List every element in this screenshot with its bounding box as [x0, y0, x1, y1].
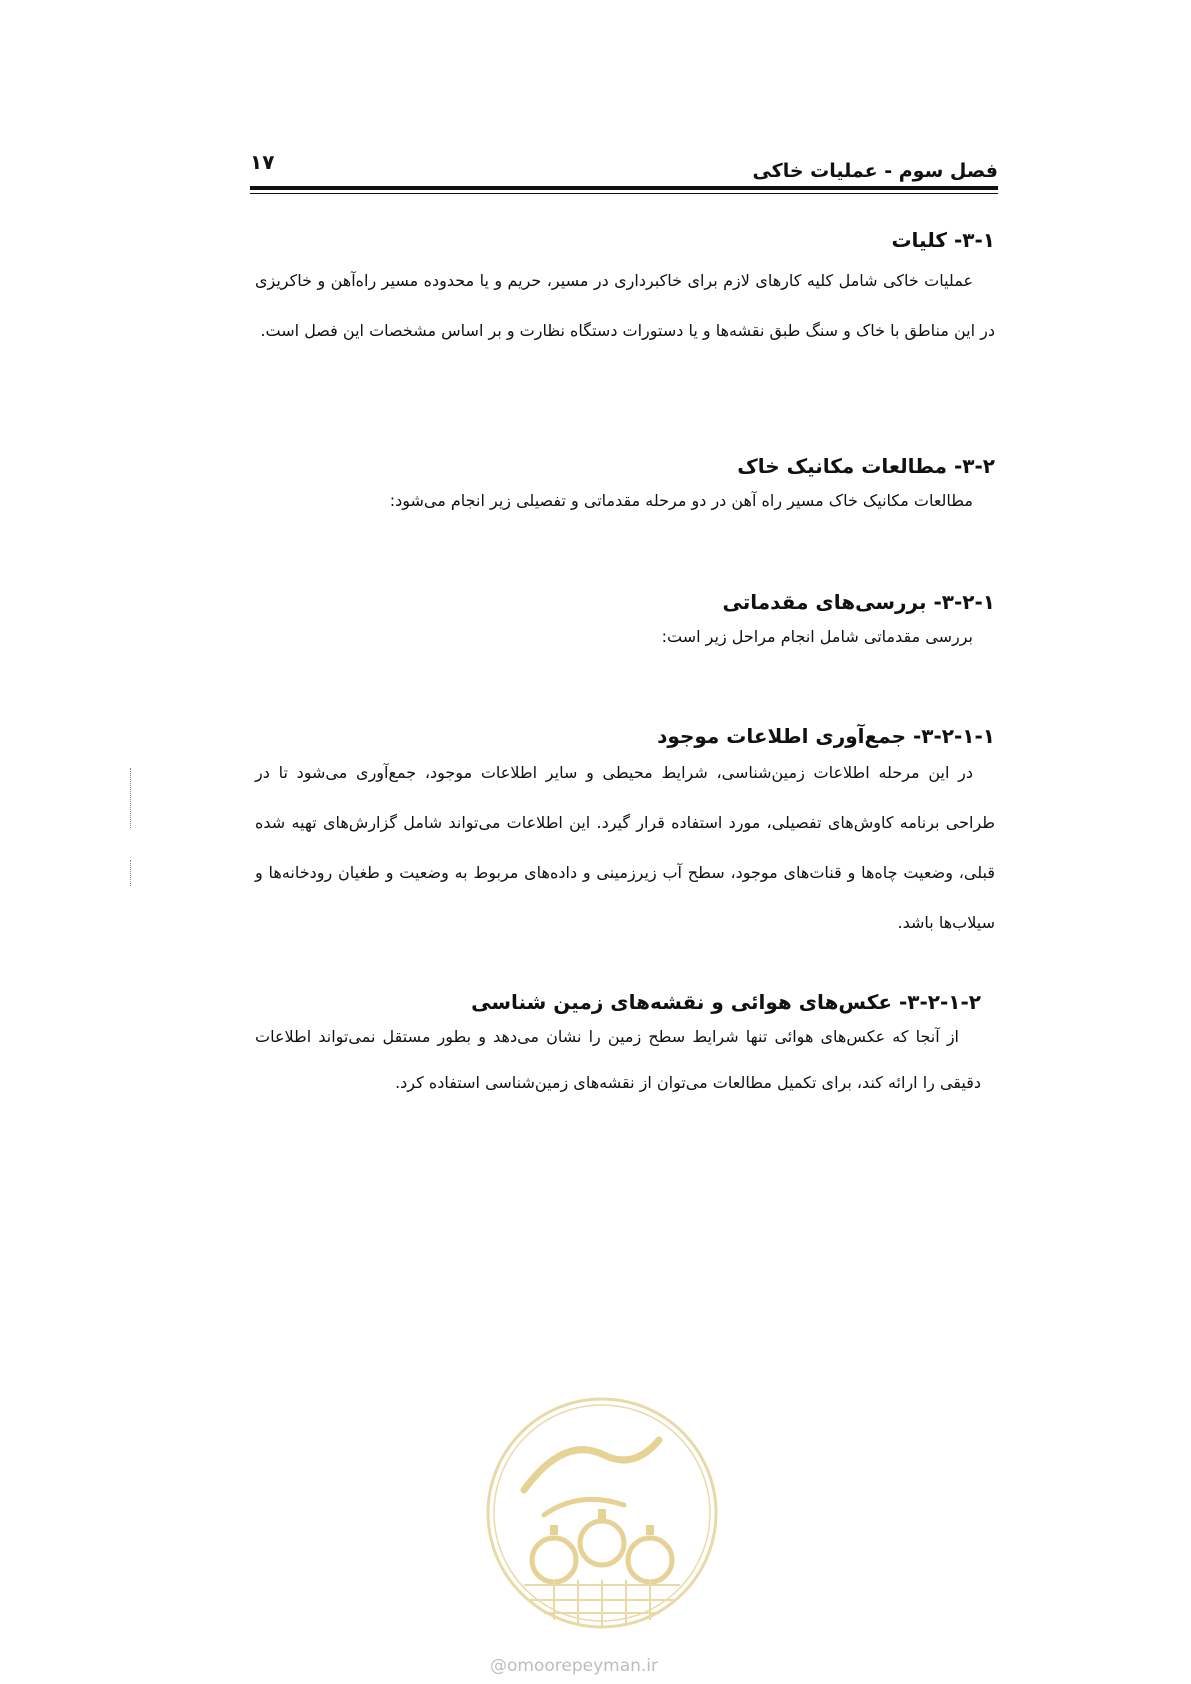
- at-icon: @: [490, 1656, 507, 1676]
- section-data-collection: [255, 724, 995, 948]
- section-heading: ۳-۱- کلیات: [891, 228, 995, 252]
- section-aerial-photos: [255, 990, 981, 1106]
- page-header: [250, 150, 998, 194]
- chapter-title: فصل سوم - عملیات خاکی: [752, 160, 998, 182]
- site-text: omoorepeyman.ir: [507, 1656, 659, 1676]
- section-paragraph: مطالعات مکانیک خاک مسیر راه آهن در دو مرحله مقدماتی و تفصیلی زیر انجام می‌شود:: [389, 491, 973, 510]
- scan-margin-mark: [130, 768, 131, 828]
- header-rule: [250, 186, 998, 190]
- page-number: ۱۷: [250, 150, 275, 174]
- section-heading: ۳-۲-۱- بررسی‌های مقدماتی: [722, 590, 995, 614]
- section-heading: ۳-۲- مطالعات مکانیک خاک: [737, 454, 995, 478]
- section-preliminary: [255, 590, 995, 652]
- watermark-site-label: [490, 1656, 658, 1676]
- section-general: [255, 228, 995, 356]
- section-heading: ۳-۲-۱-۱- جمع‌آوری اطلاعات موجود: [657, 724, 995, 748]
- section-paragraph: از آنجا که عکس‌های هوائی تنها شرایط سطح زمین را نشان می‌دهد و بطور مستقل نمی‌تواند اطلاعات دقیقی را ارائه کند، برای تکمیل مطالعات می‌توان از نقشه‌های زمین‌شناسی استفاده کرد.: [255, 1027, 981, 1092]
- section-paragraph: عملیات خاکی شامل کلیه کارهای لازم برای خاکبرداری در مسیر، حریم و یا محدوده مسیر راه‌آهن و خاکریزی در این مناطق با خاک و سنگ طبق نقشه‌ها و یا دستورات دستگاه نظارت و بر اساس مشخصات این فصل است.: [255, 271, 995, 340]
- section-heading: ۳-۲-۱-۲- عکس‌های هوائی و نقشه‌های زمین شناسی: [471, 990, 981, 1014]
- publisher-logo-watermark: [484, 1395, 720, 1631]
- header-rule-thin: [250, 193, 998, 194]
- section-soil-mechanics: [255, 454, 995, 516]
- section-paragraph: در این مرحله اطلاعات زمین‌شناسی، شرایط محیطی و سایر اطلاعات موجود، جمع‌آوری می‌شود تا در طراحی برنامه کاوش‌های تفصیلی، مورد استفاده قرار گیرد. این اطلاعات می‌تواند شامل گزارش‌های تهیه شده قبلی، وضعیت چاه‌ها و قنات‌های موجود، سطح آب زیرزمینی و داده‌های مربوط به وضعیت و طغیان رودخانه‌ها و سیلاب‌ها باشد.: [255, 763, 995, 932]
- scan-margin-mark: [130, 860, 131, 886]
- section-paragraph: بررسی مقدماتی شامل انجام مراحل زیر است:: [661, 627, 973, 646]
